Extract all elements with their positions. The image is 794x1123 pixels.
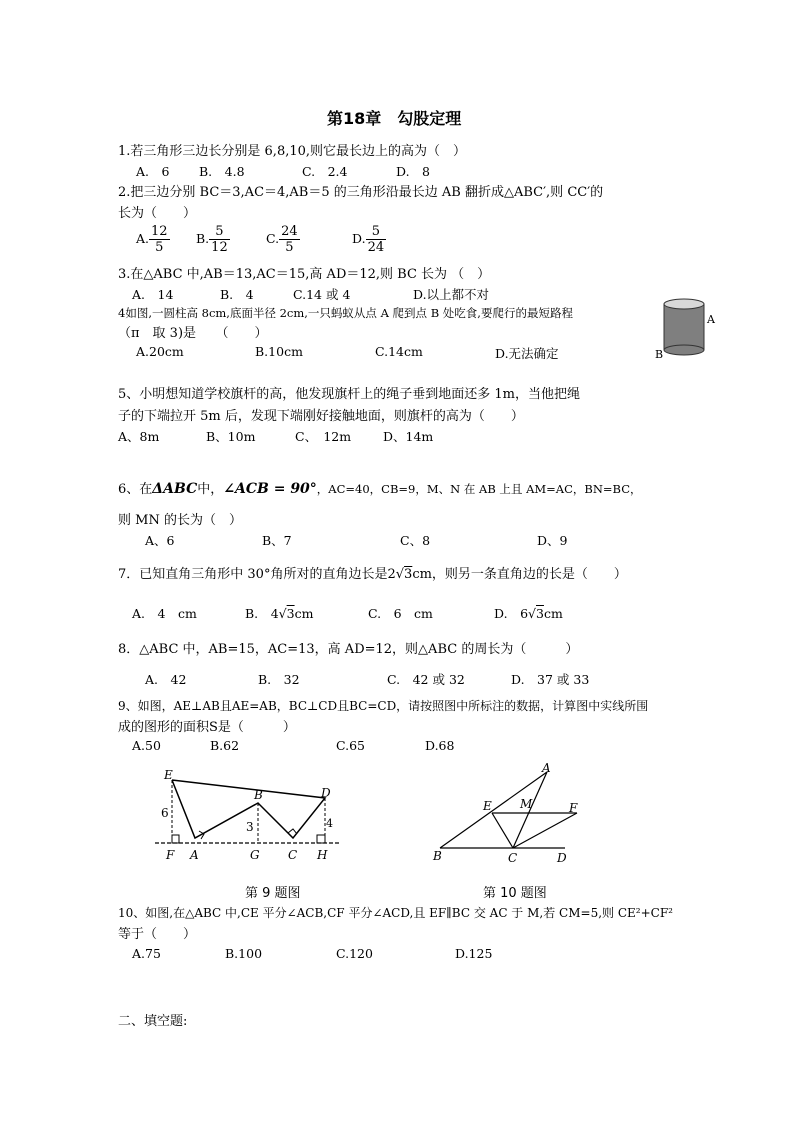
q10-option-d: D.125 — [455, 946, 493, 961]
question-10-line2: 等于（ ） — [118, 927, 197, 942]
q10-option-a: A.75 — [132, 946, 161, 961]
q7-option-a: A. 4 cm — [132, 606, 197, 621]
question-2-line1: 2.把三边分别 BC＝3,AC＝4,AB＝5 的三角形沿最长边 AB 翻折成△ABC′,则 CC′的 — [118, 185, 604, 200]
q6-option-c: C、8 — [400, 533, 431, 548]
q3-option-d: D.以上都不对 — [413, 287, 490, 302]
q9-option-b: B.62 — [210, 738, 240, 753]
svg-text:D: D — [557, 851, 567, 865]
cylinder-label-b: B — [655, 348, 664, 361]
q10-option-b: B.100 — [225, 946, 263, 961]
question-10-line1: 10、如图,在△ABC 中,CE 平分∠ACB,CF 平分∠ACD,且 EF∥BC 交 AC 于 M,若 CM=5,则 CE²+CF² — [118, 906, 673, 920]
cylinder-bottom — [664, 345, 704, 355]
q5-option-d: D、14m — [383, 429, 434, 444]
figure-10 — [425, 760, 585, 870]
svg-text:E: E — [483, 799, 492, 813]
figure-9-caption: 第 9 题图 — [245, 886, 301, 901]
svg-text:A: A — [542, 761, 551, 775]
q1-option-c: C. 2.4 — [302, 164, 348, 179]
svg-text:4: 4 — [326, 817, 333, 830]
svg-text:M: M — [520, 797, 533, 811]
svg-text:E: E — [164, 768, 173, 782]
q8-option-d: D. 37 或 33 — [511, 672, 590, 687]
q6-option-a: A、6 — [145, 533, 175, 548]
q5-option-b: B、10m — [206, 429, 256, 444]
section-2-heading: 二、填空题: — [118, 1014, 188, 1029]
q2-option-b: B. $\frac{5}{12}$ — [196, 224, 228, 255]
q8-option-a: A. 42 — [145, 672, 187, 687]
q3-option-c: C.14 或 4 — [293, 287, 351, 302]
question-9-line1: 9、如图，AE⊥AB且AE=AB，BC⊥CD且BC=CD，请按照图中所标注的数据，计算图中实线所围 — [118, 699, 649, 713]
svg-text:D: D — [321, 786, 331, 800]
q2-option-a: A. $\frac{12}{5}$ — [136, 224, 168, 255]
cylinder-figure — [650, 296, 720, 362]
q9-option-a: A.50 — [132, 738, 161, 753]
question-2-line2: 长为（ ） — [118, 206, 197, 221]
q2-option-d: D. $\frac{5}{24}$ — [352, 224, 385, 255]
q8-option-c: C. 42 或 32 — [387, 672, 465, 687]
svg-text:H: H — [317, 848, 328, 862]
q2-option-c: C. $\frac{24}{5}$ — [266, 224, 298, 255]
svg-text:G: G — [250, 848, 260, 862]
q7-option-b: B. 4√3cm — [245, 606, 314, 621]
svg-text:6: 6 — [161, 806, 169, 820]
question-7-text: 7．已知直角三角形中 30°角所对的直角边长是2√3cm，则另一条直角边的长是（ ） — [118, 567, 627, 582]
q1-option-a: A. 6 — [136, 164, 170, 179]
q5-option-c: C、 12m — [295, 429, 352, 444]
cylinder-label-a: A — [707, 313, 715, 326]
q10-option-c: C.120 — [336, 946, 373, 961]
question-6-line2: 则 MN 的长为（ ） — [118, 513, 242, 528]
q7-option-d: D. 6√3cm — [494, 606, 563, 621]
question-9-line2: 成的图形的面积S是（ ） — [118, 720, 296, 735]
q6-option-b: B、7 — [262, 533, 292, 548]
svg-text:B: B — [254, 788, 263, 802]
q6-angle: ∠ACB = 90° — [223, 481, 317, 497]
q4-option-c: C.14cm — [375, 344, 423, 359]
q6-triangle: ΔABC — [152, 481, 198, 497]
question-5-line2: 子的下端拉开 5m 后，发现下端刚好接触地面，则旗杆的高为（ ） — [118, 409, 524, 424]
q9-option-d: D.68 — [425, 738, 455, 753]
q4-option-d: D.无法确定 — [495, 346, 559, 361]
page-title: 第18章 勾股定理 — [327, 109, 462, 128]
question-8-text: 8．△ABC 中，AB=15，AC=13，高 AD=12，则△ABC 的周长为（ ） — [118, 642, 579, 657]
question-3-text: 3.在△ABC 中,AB＝13,AC＝15,高 AD＝12,则 BC 长为 （ ） — [118, 267, 491, 282]
q9-option-c: C.65 — [336, 738, 365, 753]
figure-10-caption: 第 10 题图 — [483, 886, 547, 901]
svg-text:A: A — [190, 848, 199, 862]
svg-text:C: C — [288, 848, 298, 862]
q5-option-a: A、8m — [118, 429, 160, 444]
q3-option-a: A. 14 — [132, 287, 174, 302]
q7-option-c: C. 6 cm — [368, 606, 433, 621]
question-4-line2: （π 取 3)是 （ ） — [118, 326, 268, 341]
svg-text:F: F — [569, 801, 578, 815]
q4-option-b: B.10cm — [255, 344, 303, 359]
question-4-line1: 4如图,一圆柱高 8cm,底面半径 2cm,一只蚂蚁从点 A 爬到点 B 处吃食,要爬行的最短路程 — [118, 306, 573, 320]
q6-option-d: D、9 — [537, 533, 568, 548]
svg-text:C: C — [508, 851, 518, 865]
question-6-line1: 6、在ΔABC中，∠ACB = 90°，AC=40，CB=9，M、N 在 AB 上且 AM=AC，BN=BC， — [118, 481, 642, 497]
q1-option-d: D. 8 — [396, 164, 431, 179]
q4-option-a: A.20cm — [136, 344, 184, 359]
question-5-line1: 5、小明想知道学校旗杆的高，他发现旗杆上的绳子垂到地面还多 1m，当他把绳 — [118, 387, 581, 402]
q8-option-b: B. 32 — [258, 672, 300, 687]
cylinder-body — [664, 304, 704, 350]
svg-text:F: F — [166, 848, 175, 862]
svg-text:3: 3 — [246, 820, 254, 834]
cylinder-top — [664, 299, 704, 309]
question-1-text: 1.若三角形三边长分别是 6,8,10,则它最长边上的高为（ ） — [118, 144, 467, 159]
svg-text:B: B — [433, 849, 442, 863]
figure-9 — [150, 765, 350, 865]
q1-option-b: B. 4.8 — [199, 164, 245, 179]
q3-option-b: B. 4 — [220, 287, 254, 302]
